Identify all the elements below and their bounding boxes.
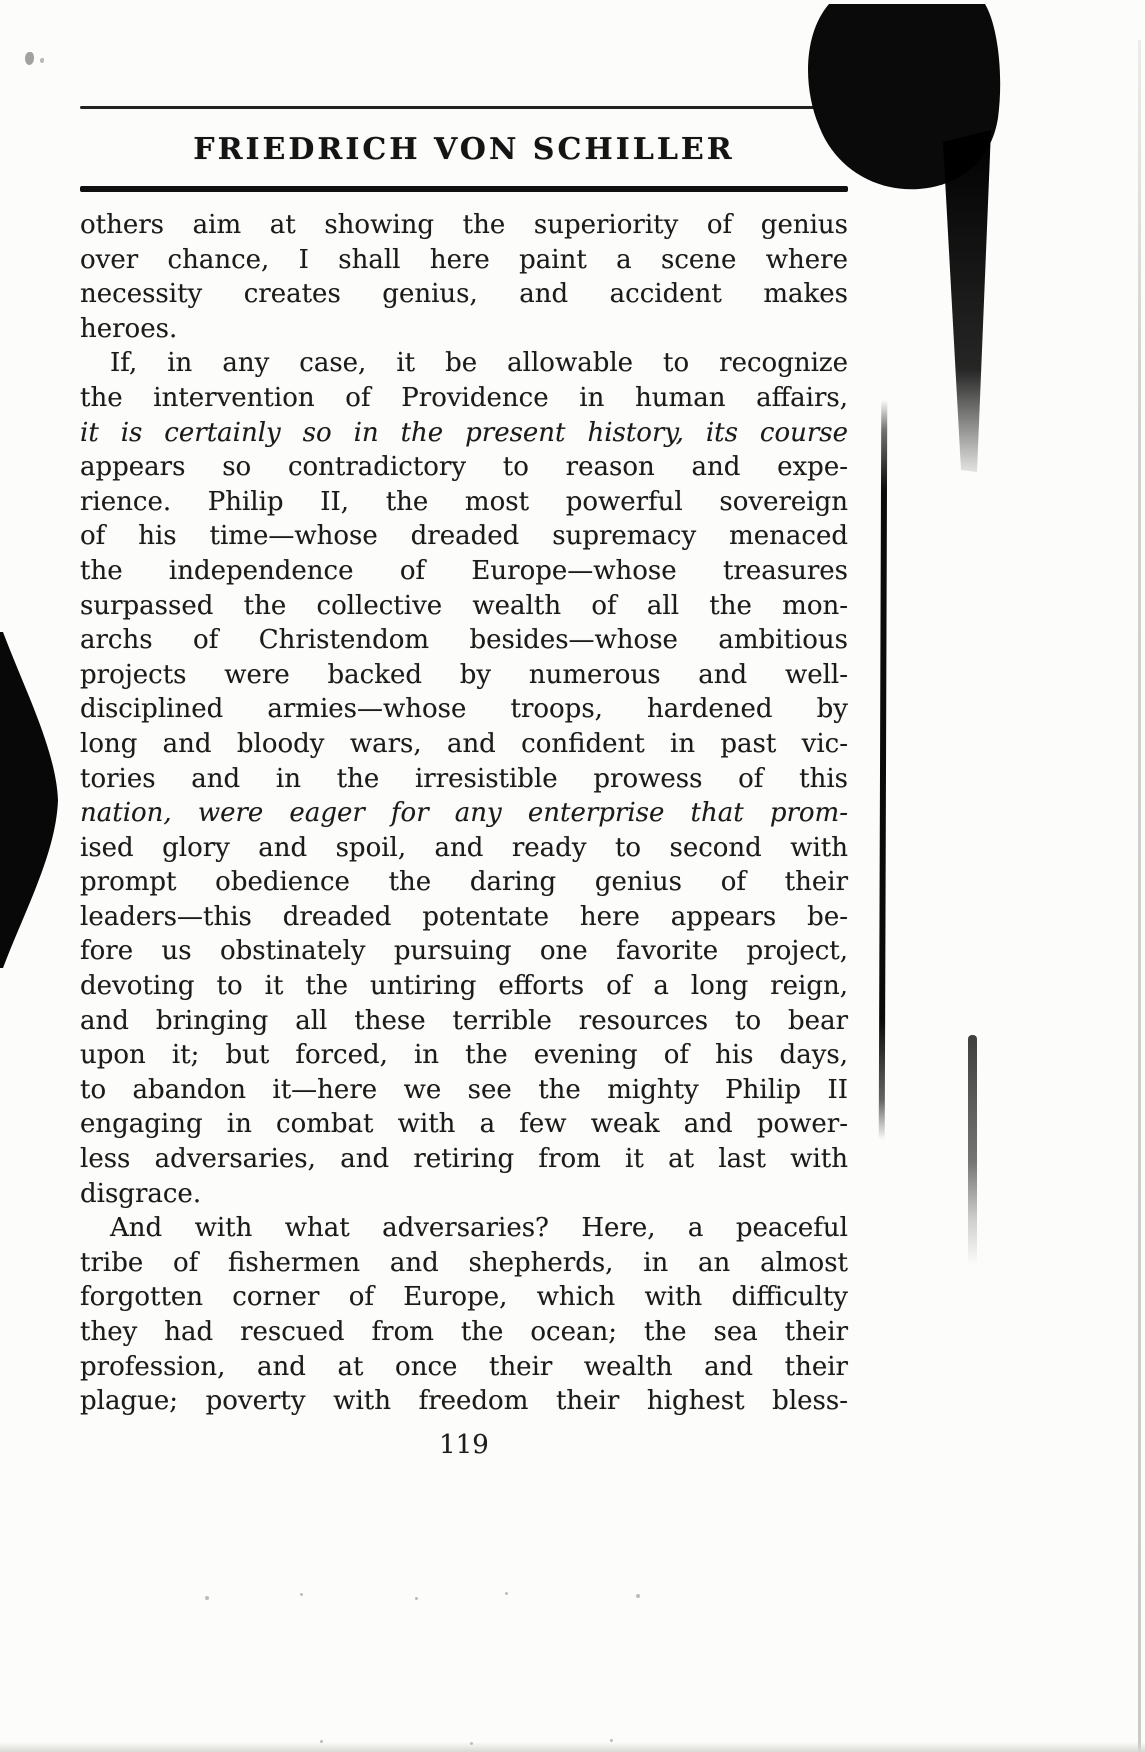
- scan-speck: [415, 1597, 418, 1600]
- text-line: disgrace.: [80, 1178, 202, 1209]
- text-line: ised glory and spoil, and ready to second with: [80, 832, 848, 863]
- text-line: it is certainly so in the present history, its course: [80, 417, 848, 448]
- text-line: devoting to it the untiring efforts of a long reign,: [80, 971, 848, 1002]
- text-line: the independence of Europe—whose treasures: [80, 555, 848, 586]
- text-line: forgotten corner of Europe, which with difficulty: [80, 1282, 848, 1313]
- page-number: 119: [439, 1430, 489, 1460]
- text-line: engaging in combat with a few weak and power-: [80, 1109, 848, 1140]
- text-line: And with what adversaries? Here, a peaceful: [110, 1213, 848, 1244]
- page-header-title: FRIEDRICH VON SCHILLER: [193, 132, 735, 167]
- text-line: necessity creates genius, and accident makes: [80, 279, 848, 310]
- scan-speck: [205, 1596, 209, 1600]
- ink-smudge-left: [0, 632, 64, 968]
- text-line: long and bloody wars, and confident in past vic-: [80, 728, 848, 759]
- header-rule-bottom: [80, 186, 848, 192]
- ink-streak-right: [879, 400, 888, 1140]
- text-line: they had rescued from the ocean; the sea their: [80, 1317, 848, 1347]
- text-line: fore us obstinately pursuing one favorite project,: [80, 936, 848, 967]
- text-line: profession, and at once their wealth and their: [80, 1351, 848, 1382]
- scan-speck: [470, 1742, 473, 1745]
- text-line: upon it; but forced, in the evening of his days,: [80, 1040, 848, 1071]
- text-line: disciplined armies—whose troops, hardened by: [80, 694, 848, 725]
- paragraph: [80, 208, 848, 346]
- text-line: If, in any case, it be allowable to recognize: [110, 348, 848, 379]
- ink-scratch-right: [968, 1035, 977, 1265]
- scan-speck: [300, 1593, 303, 1596]
- text-line: tribe of fishermen and shepherds, in an almost: [80, 1247, 848, 1278]
- page-edge-shadow-bottom: [0, 1742, 1145, 1752]
- paragraph: [80, 346, 848, 1211]
- text-line: and bringing all these terrible resources to bear: [80, 1005, 848, 1036]
- scan-speck: [610, 1739, 613, 1742]
- text-line: others aim at showing the superiority of genius: [80, 210, 848, 240]
- page-edge-shadow-right: [1138, 40, 1141, 1752]
- text-line: projects were backed by numerous and well-: [80, 659, 848, 690]
- text-line: surpassed the collective wealth of all the mon-: [80, 590, 848, 621]
- scan-speck: [636, 1594, 640, 1598]
- text-line: nation, were eager for any enterprise that prom-: [80, 798, 848, 829]
- text-line: heroes.: [80, 313, 178, 344]
- text-line: less adversaries, and retiring from it at last with: [80, 1144, 848, 1175]
- text-line: to abandon it—here we see the mighty Philip II: [80, 1074, 848, 1105]
- scan-speck: [505, 1592, 508, 1595]
- paragraph: [80, 1211, 848, 1419]
- text-line: appears so contradictory to reason and expe-: [80, 452, 848, 483]
- text-line: tories and in the irresistible prowess of this: [80, 763, 848, 794]
- text-line: rience. Philip II, the most powerful sovereign: [80, 486, 848, 517]
- scan-speck: [40, 58, 44, 63]
- text-line: of his time—whose dreaded supremacy menaced: [80, 521, 848, 552]
- text-line: plague; poverty with freedom their highest bless-: [80, 1386, 848, 1417]
- text-line: leaders—this dreaded potentate here appears be-: [80, 901, 848, 932]
- scan-speck: [25, 52, 34, 65]
- text-line: prompt obedience the daring genius of their: [80, 867, 848, 898]
- text-block: [80, 208, 848, 1419]
- text-column: [80, 106, 848, 1419]
- text-line: over chance, I shall here paint a scene where: [80, 244, 848, 275]
- text-line: the intervention of Providence in human affairs,: [80, 382, 848, 413]
- text-line: archs of Christendom besides—whose ambitious: [80, 625, 848, 656]
- scan-speck: [320, 1740, 323, 1743]
